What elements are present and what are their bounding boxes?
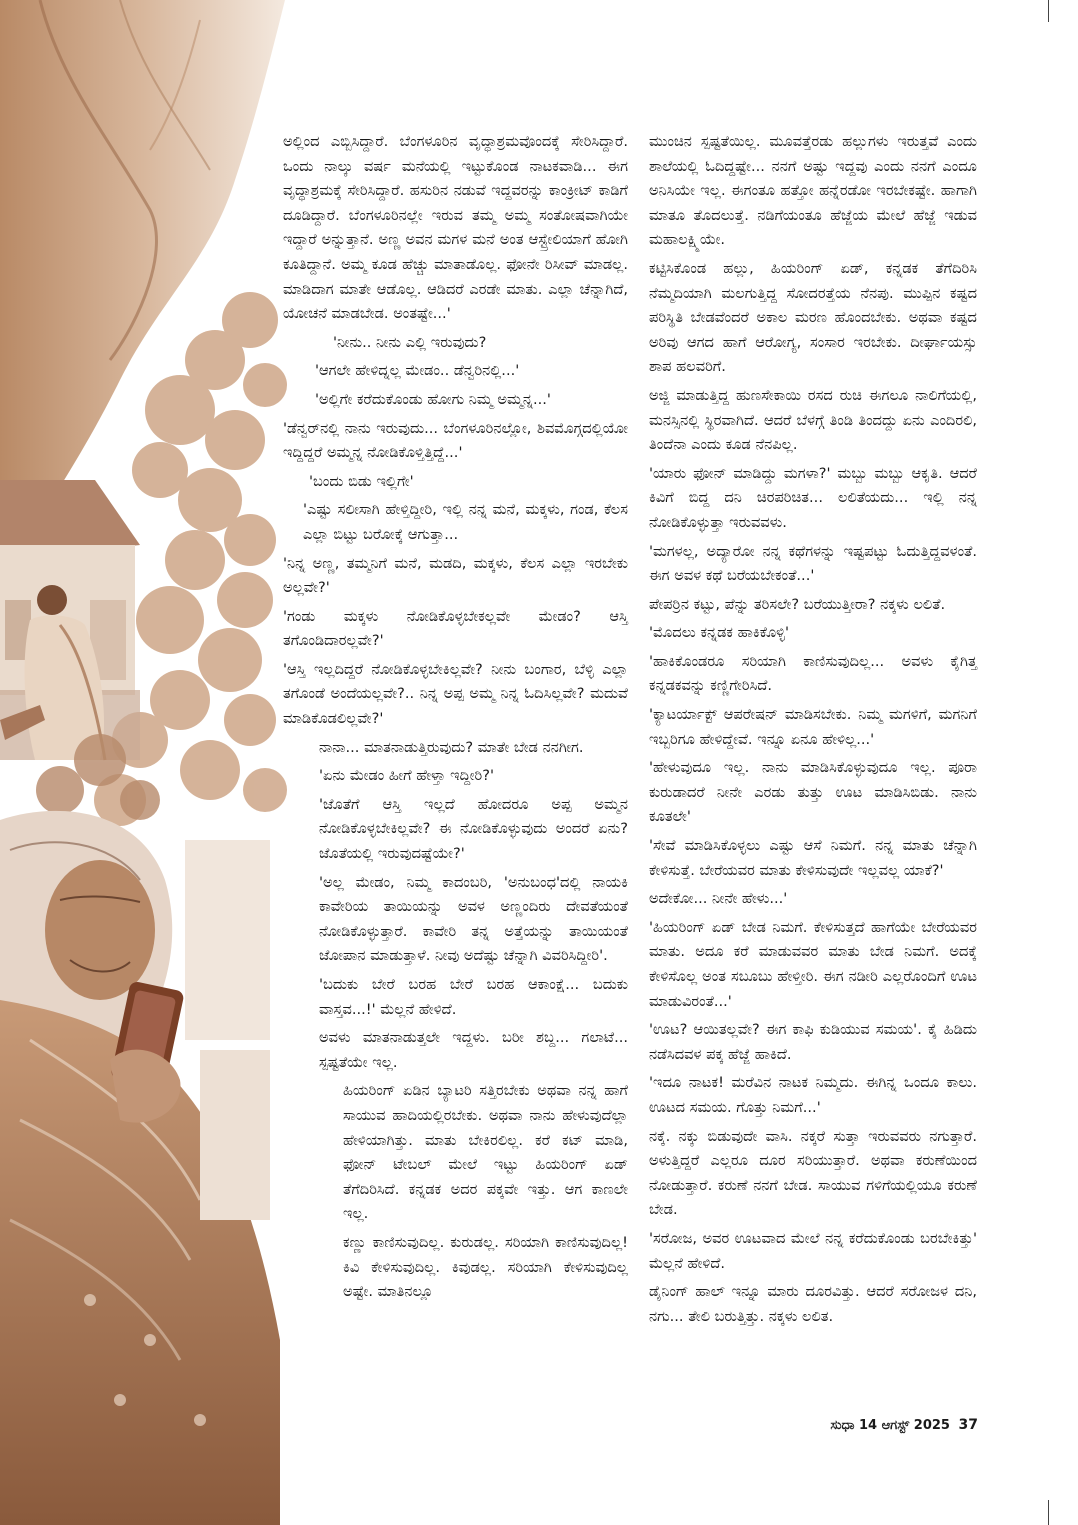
text-column-right (649, 130, 977, 1329)
paragraph: ಅವಳು ಮಾತನಾಡುತ್ತಲೇ ಇದ್ದಳು. ಬರೀ ಶಬ್ದ... ಗಲಾಟೆ... ಸ್ಪಷ್ಟತೆಯೇ ಇಲ್ಲ. (319, 1029, 628, 1071)
paragraph: ಡೈನಿಂಗ್ ಹಾಲ್ ಇನ್ನೂ ಮಾರು ದೂರವಿತ್ತು. ಆದರೆ ಸರೋಜಳ ದನಿ, ನಗು... ತೇಲಿ ಬರುತ್ತಿತ್ತು. ನಕ್ಕಳು ಲಲಿತ. (649, 1283, 977, 1325)
paragraph: 'ಆಸ್ತಿ ಇಲ್ಲದಿದ್ದರೆ ನೋಡಿಕೊಳ್ಳಬೇಕಿಲ್ಲವೇ? ನೀನು ಬಂಗಾರ, ಬೆಳ್ಳಿ ಎಲ್ಲಾ ತಗೊಂಡೆ ಅಂದೆಯಲ್ಲವೇ?.. ನಿನ್ನ ಅಪ್ಪ ಅಮ್ಮ ನಿನ್ನ ಓದಿಸಿಲ್ಲವೇ? ಮದುವೆ ಮಾಡಿಕೊಡಲಿಲ್ಲವೇ?' (283, 660, 628, 728)
paragraph: 'ಹಿಯರಿಂಗ್ ಏಡ್ ಬೇಡ ನಿಮಗೆ. ಕೇಳಿಸುತ್ತದೆ ಹಾಗೆಯೇ ಬೇರೆಯವರ ಮಾತು. ಅದೂ ಕರೆ ಮಾಡುವವರ ಮಾತು ಬೇಡ ನಿಮಗೆ. ಅದಕ್ಕೆ ಕೇಳಿಸೊಲ್ಲ ಅಂತ ಸಬೂಬು ಹೇಳ್ತೀರಿ. ಈಗ ನಡೀರಿ ಎಲ್ಲರೊಂದಿಗೆ ಊಟ ಮಾಡುವಿರಂತೆ...' (649, 918, 977, 1010)
paragraph: 'ಸರೋಜ, ಅವರ ಊಟವಾದ ಮೇಲೆ ನನ್ನ ಕರೆದುಕೊಂಡು ಬರಬೇಕಿತ್ತು' ಮೆಲ್ಲನೆ ಹೇಳಿದೆ. (649, 1229, 977, 1272)
paragraph: ಪೇಪರ್ರಿನ ಕಟ್ಟು, ಪೆನ್ನು ತರಿಸಲೇ? ಬರೆಯುತ್ತೀರಾ? ನಕ್ಕಳು ಲಲಿತೆ. (649, 595, 946, 613)
paragraph: 'ಆಗಲೇ ಹೇಳಿದ್ನಲ್ಲ ಮೇಡಂ.. ಡೆನ್ವರಿನಲ್ಲಿ...' (315, 362, 520, 380)
paragraph: 'ನಿನ್ನ ಅಣ್ಣ, ತಮ್ಮನಿಗೆ ಮನೆ, ಮಡದಿ, ಮಕ್ಕಳು, ಕೆಲಸ ಎಲ್ಲಾ ಇರಬೇಕು ಅಲ್ಲವೇ?' (283, 554, 628, 597)
paragraph: 'ಏನು ಮೇಡಂ ಹೀಗೆ ಹೇಳ್ತಾ ಇದ್ದೀರಿ?' (319, 767, 494, 785)
paragraph: ಹಿಯರಿಂಗ್ ಏಡಿನ ಬ್ಯಾಟರಿ ಸತ್ತಿರಬೇಕು ಅಥವಾ ನನ್ನ ಹಾಗೆ ಸಾಯುವ ಹಾದಿಯಲ್ಲಿರಬೇಕು. ಅಥವಾ ನಾನು ಹೇಳುವುದೆಲ್ಲಾ ಹೇಳಿಯಾಗಿತ್ತು. ಮಾತು ಬೇಕಿರಲಿಲ್ಲ. ಕರೆ ಕಟ್ ಮಾಡಿ, ಫೋನ್ ಟೇಬಲ್ ಮೇಲೆ ಇಟ್ಟು ಹಿಯರಿಂಗ್ ಏಡ್ ತೆಗೆದಿರಿಸಿದೆ. ಕನ್ನಡಕ ಅದರ ಪಕ್ಕವೇ ಇತ್ತು. ಆಗ ಕಾಣಲೇ ಇಲ್ಲ. (343, 1082, 628, 1223)
issue-date: 14 ಆಗಸ್ಟ್ 2025 (858, 1418, 950, 1433)
paragraph: ಅಲ್ಲಿಂದ ಎಬ್ಬಿಸಿದ್ದಾರೆ. ಬೆಂಗಳೂರಿನ ವೃದ್ಧಾಶ್ರಮವೊಂದಕ್ಕೆ ಸೇರಿಸಿದ್ದಾರೆ. ಒಂದು ನಾಲ್ಕು ವರ್ಷ ಮನೆಯಲ್ಲಿ ಇಟ್ಟುಕೊಂಡ ನಾಟಕವಾಡಿ... ಈಗ ವೃದ್ಧಾಶ್ರಮಕ್ಕೆ ಸೇರಿಸಿದ್ದಾರೆ. ಹಸುರಿನ ನಡುವೆ ಇದ್ದವರನ್ನು ಕಾಂಕ್ರೀಟ್ ಕಾಡಿಗೆ ದೂಡಿದ್ದಾರೆ. ಬೆಂಗಳೂರಿನಲ್ಲೇ ಇರುವ ತಮ್ಮ ಅಮ್ಮ ಸಂತೋಷವಾಗಿಯೇ ಇದ್ದಾರೆ ಅನ್ನುತ್ತಾನೆ. ಅಣ್ಣ ಅವನ ಮಗಳ ಮನೆ ಅಂತ ಆಸ್ಟ್ರೇಲಿಯಾಗೆ ಹೋಗಿ ಕೂತಿದ್ದಾನೆ. ಅಮ್ಮ ಕೂಡ ಹೆಚ್ಚು ಮಾತಾಡೊಲ್ಲ. ಫೋನೇ ರಿಸೀವ್ ಮಾಡಲ್ಲ. ಮಾಡಿದಾಗ ಮಾತೇ ಆಡೊಲ್ಲ. ಆಡಿದರೆ ಎರಡೇ ಮಾತು. ಎಲ್ಲಾ ಚೆನ್ನಾಗಿದೆ, ಯೋಚನೆ ಮಾಡಬೇಡ. ಅಂತಷ್ಟೇ...' (283, 133, 628, 323)
text-column-left (283, 130, 628, 1305)
paragraph: 'ಕ್ಯಾಟರ್ಯಾಕ್ಟ್ ಆಪರೇಷನ್ ಮಾಡಿಸಬೇಕು. ನಿಮ್ಮ ಮಗಳಿಗೆ, ಮಗನಿಗೆ ಇಬ್ಬರಿಗೂ ಹೇಳಿದ್ದೇವೆ. ಇನ್ನೂ ಏನೂ ಹೇಳಿಲ್ಲ...' (649, 706, 977, 748)
paragraph: ನಕ್ಕೆ. ನಕ್ಕು ಬಿಡುವುದೇ ವಾಸಿ. ನಕ್ಕರೆ ಸುತ್ತಾ ಇರುವವರು ನಗುತ್ತಾರೆ. ಅಳುತ್ತಿದ್ದರೆ ಎಲ್ಲರೂ ದೂರ ಸರಿಯುತ್ತಾರೆ. ಅಥವಾ ಕರುಣೆಯಿಂದ ನೋಡುತ್ತಾರೆ. ಕರುಣೆ ನನಗೆ ಬೇಡ. ಸಾಯುವ ಗಳಿಗೆಯಲ್ಲಿಯೂ ಕರುಣೆ ಬೇಡ. (649, 1127, 977, 1219)
page-number: 37 (958, 1417, 978, 1433)
paragraph: 'ಅಲ್ಲಿಗೇ ಕರೆದುಕೊಂಡು ಹೋಗು ನಿಮ್ಮ ಅಮ್ಮನ್ನ...' (315, 390, 551, 408)
paragraph: ಮುಂಚಿನ ಸ್ಪಷ್ಟತೆಯಿಲ್ಲ. ಮೂವತ್ತೆರಡು ಹಲ್ಲುಗಳು ಇರುತ್ತವೆ ಎಂದು ಶಾಲೆಯಲ್ಲಿ ಓದಿದ್ದಷ್ಟೇ... ನನಗೆ ಅಷ್ಟು ಇದ್ದವು ಎಂದು ನನಗೆ ಎಂದೂ ಅನಿಸಿಯೇ ಇಲ್ಲ. ಈಗಂತೂ ಹತ್ತೋ ಹನ್ನೆರಡೋ ಇರಬೇಕಷ್ಟೇ. ಹಾಗಾಗಿ ಮಾತೂ ತೊದಲುತ್ತೆ. ನಡಿಗೆಯಂತೂ ಹೆಜ್ಜೆಯ ಮೇಲೆ ಹೆಜ್ಜೆ ಇಡುವ ಮಹಾಲಕ್ಷ್ಮಿಯೇ. (649, 133, 977, 249)
paragraph: 'ಊಟ? ಆಯಿತಲ್ಲವೇ? ಈಗ ಕಾಫಿ ಕುಡಿಯುವ ಸಮಯ'. ಕೈ ಹಿಡಿದು ನಡೆಸಿದವಳ ಪಕ್ಕ ಹೆಜ್ಜೆ ಹಾಕಿದೆ. (649, 1021, 977, 1063)
page-footer (800, 1417, 978, 1433)
paragraph: 'ಹೇಳುವುದೂ ಇಲ್ಲ. ನಾನು ಮಾಡಿಸಿಕೊಳ್ಳುವುದೂ ಇಲ್ಲ. ಪೂರಾ ಕುರುಡಾದರೆ ನೀನೇ ಎರಡು ತುತ್ತು ಊಟ ಮಾಡಿಸಿಬಿಡು. ನಾನು ಕೂತಲೇ' (649, 759, 977, 826)
paragraph: 'ಎಷ್ಟು ಸಲೀಸಾಗಿ ಹೇಳ್ತಿದ್ದೀರಿ, ಇಲ್ಲಿ ನನ್ನ ಮನೆ, ಮಕ್ಕಳು, ಗಂಡ, ಕೆಲಸ ಎಲ್ಲಾ ಬಿಟ್ಟು ಬರೋಕ್ಕೆ ಆಗುತ್ತಾ... (303, 501, 628, 543)
paragraph: 'ಮಗಳಲ್ಲ, ಅದ್ಯಾರೋ ನನ್ನ ಕಥೆಗಳನ್ನು ಇಷ್ಟಪಟ್ಟು ಓದುತ್ತಿದ್ದವಳಂತೆ. ಈಗ ಅವಳ ಕಥೆ ಬರೆಯಬೇಕಂತೆ...' (649, 542, 977, 585)
paragraph: 'ಡೆನ್ವರ್‌ನಲ್ಲಿ ನಾನು ಇರುವುದು... ಬೆಂಗಳೂರಿನಲ್ಲೋ, ಶಿವಮೊಗ್ಗದಲ್ಲಿಯೋ ಇದ್ದಿದ್ದರೆ ಅಮ್ಮನ್ನ ನೋಡಿಕೊಳ್ತಿತ್ತಿದ್ದೆ...' (283, 419, 628, 462)
paragraph: ಕಣ್ಣು ಕಾಣಿಸುವುದಿಲ್ಲ. ಕುರುಡಲ್ಲ. ಸರಿಯಾಗಿ ಕಾಣಿಸುವುದಿಲ್ಲ! ಕಿವಿ ಕೇಳಿಸುವುದಿಲ್ಲ. ಕಿವುಡಲ್ಲ. ಸರಿಯಾಗಿ ಕೇಳಿಸುವುದಿಲ್ಲ ಅಷ್ಟೇ. ಮಾತಿನಲ್ಲೂ (343, 1233, 628, 1301)
paragraph: ನಾನಾ... ಮಾತನಾಡುತ್ತಿರುವುದು? ಮಾತೇ ಬೇಡ ನನಗೀಗ. (319, 738, 584, 756)
paragraph: ಅದೇಕೋ... ನೀನೇ ಹೇಳು...' (649, 890, 788, 908)
paragraph: 'ನೀನು.. ನೀನು ಎಲ್ಲಿ ಇರುವುದು? (333, 333, 487, 351)
crop-mark (1048, 0, 1049, 22)
magazine-name: ಸುಧಾ (830, 1418, 855, 1433)
paragraph: 'ಅಲ್ಲ ಮೇಡಂ, ನಿಮ್ಮ ಕಾದಂಬರಿ, 'ಅನುಬಂಧ'ದಲ್ಲಿ ನಾಯಕಿ ಕಾವೇರಿಯ ತಾಯಿಯನ್ನು ಅವಳ ಅಣ್ಣಂದಿರು ದೇವತೆಯಂತೆ ನೋಡಿಕೊಳ್ಳುತ್ತಾರೆ. ಕಾವೇರಿ ತನ್ನ ಅತ್ತೆಯನ್ನು ತಾಯಿಯಂತೆ ಜೋಪಾನ ಮಾಡುತ್ತಾಳೆ. ನೀವು ಅದೆಷ್ಟು ಚೆನ್ನಾಗಿ ವಿವರಿಸಿದ್ದೀರಿ'. (319, 873, 628, 965)
paragraph: ಅಜ್ಜಿ ಮಾಡುತ್ತಿದ್ದ ಹುಣಸೇಕಾಯಿ ರಸದ ರುಚಿ ಈಗಲೂ ನಾಲಿಗೆಯಲ್ಲಿ, ಮನಸ್ಸಿನಲ್ಲಿ ಸ್ಥಿರವಾಗಿದೆ. ಆದರೆ ಬೆಳಗ್ಗೆ ತಿಂಡಿ ತಿಂದದ್ದು ಏನು ಎಂದಿರಲಿ, ತಿಂದೆನಾ ಎಂದು ಕೂಡ ನೆನಪಿಲ್ಲ. (649, 386, 977, 454)
paragraph: 'ಯಾರು ಫೋನ್ ಮಾಡಿದ್ದು ಮಗಳಾ?' ಮಬ್ಬು ಮಬ್ಬು ಆಕೃತಿ. ಆದರೆ ಕಿವಿಗೆ ಬಿದ್ದ ದನಿ ಚಿರಪರಿಚಿತ... ಲಲಿತೆಯದು... ಇಲ್ಲಿ ನನ್ನ ನೋಡಿಕೊಳ್ಳುತ್ತಾ ಇರುವವಳು. (649, 464, 977, 531)
paragraph: 'ಗಂಡು ಮಕ್ಕಳು ನೋಡಿಕೊಳ್ಳಬೇಕಲ್ಲವೇ ಮೇಡಂ? ಆಸ್ತಿ ತಗೊಂಡಿದಾರಲ್ಲವೇ?' (283, 607, 628, 650)
paragraph: 'ಮೊದಲು ಕನ್ನಡಕ ಹಾಕಿಕೊಳ್ಳಿ' (649, 624, 790, 642)
paragraph: 'ಹಾಕಿಕೊಂಡರೂ ಸರಿಯಾಗಿ ಕಾಣಿಸುವುದಿಲ್ಲ... ಅವಳು ಕೈಗಿತ್ತ ಕನ್ನಡಕವನ್ನು ಕಣ್ಣಿಗೇರಿಸಿದೆ. (649, 652, 977, 695)
paragraph: 'ಬದುಕು ಬೇರೆ ಬರಹ ಬೇರೆ ಬರಹ ಆಕಾಂಕ್ಷೆ... ಬದುಕು ವಾಸ್ತವ...!' ಮೆಲ್ಲನೆ ಹೇಳಿದೆ. (319, 976, 628, 1018)
paragraph: 'ಇದೂ ನಾಟಕ! ಮರೆವಿನ ನಾಟಕ ನಿಮ್ಮದು. ಈಗಿನ್ನ ಒಂದೂ ಕಾಲು. ಊಟದ ಸಮಯ. ಗೊತ್ತು ನಿಮಗೆ...' (649, 1074, 977, 1116)
paragraph: ಕಟ್ಟಿಸಿಕೊಂಡ ಹಲ್ಲು, ಹಿಯರಿಂಗ್ ಏಡ್, ಕನ್ನಡಕ ತೆಗೆದಿರಿಸಿ ನೆಮ್ಮದಿಯಾಗಿ ಮಲಗುತ್ತಿದ್ದ ಸೋದರತ್ತೆಯ ನೆನಪು. ಮುಪ್ಪಿನ ಕಷ್ಟದ ಪರಿಸ್ಥಿತಿ ಬೇಡವೆಂದರೆ ಅಕಾಲ ಮರಣ ಹೊಂದಬೇಕು. ಅಥವಾ ಕಷ್ಟದ ಅರಿವು ಆಗದ ಹಾಗೆ ಆರೋಗ್ಯ, ಸಂಸಾರ ಇರಬೇಕು. ದೀರ್ಘಾಯಸ್ಸು ಶಾಪ ಹಲವರಿಗೆ. (649, 259, 977, 376)
crop-mark (1048, 1500, 1049, 1525)
paragraph: 'ಸೇವೆ ಮಾಡಿಸಿಕೊಳ್ಳಲು ಎಷ್ಟು ಆಸೆ ನಿಮಗೆ. ನನ್ನ ಮಾತು ಚೆನ್ನಾಗಿ ಕೇಳಿಸುತ್ತೆ. ಬೇರೆಯವರ ಮಾತು ಕೇಳಿಸುವುದೇ ಇಲ್ಲವಲ್ಲ ಯಾಕೆ?' (649, 837, 977, 879)
paragraph: 'ಬಂದು ಬಿಡು ಇಲ್ಲಿಗೇ' (309, 472, 414, 490)
paragraph: 'ಜೊತೆಗೆ ಆಸ್ತಿ ಇಲ್ಲದೆ ಹೋದರೂ ಅಪ್ಪ ಅಮ್ಮನ ನೋಡಿಕೊಳ್ಳಬೇಕಿಲ್ಲವೇ? ಈ ನೋಡಿಕೊಳ್ಳುವುದು ಅಂದರೆ ಏನು? ಜೊತೆಯಲ್ಲಿ ಇರುವುದಷ್ಟೆಯೇ?' (319, 795, 628, 863)
